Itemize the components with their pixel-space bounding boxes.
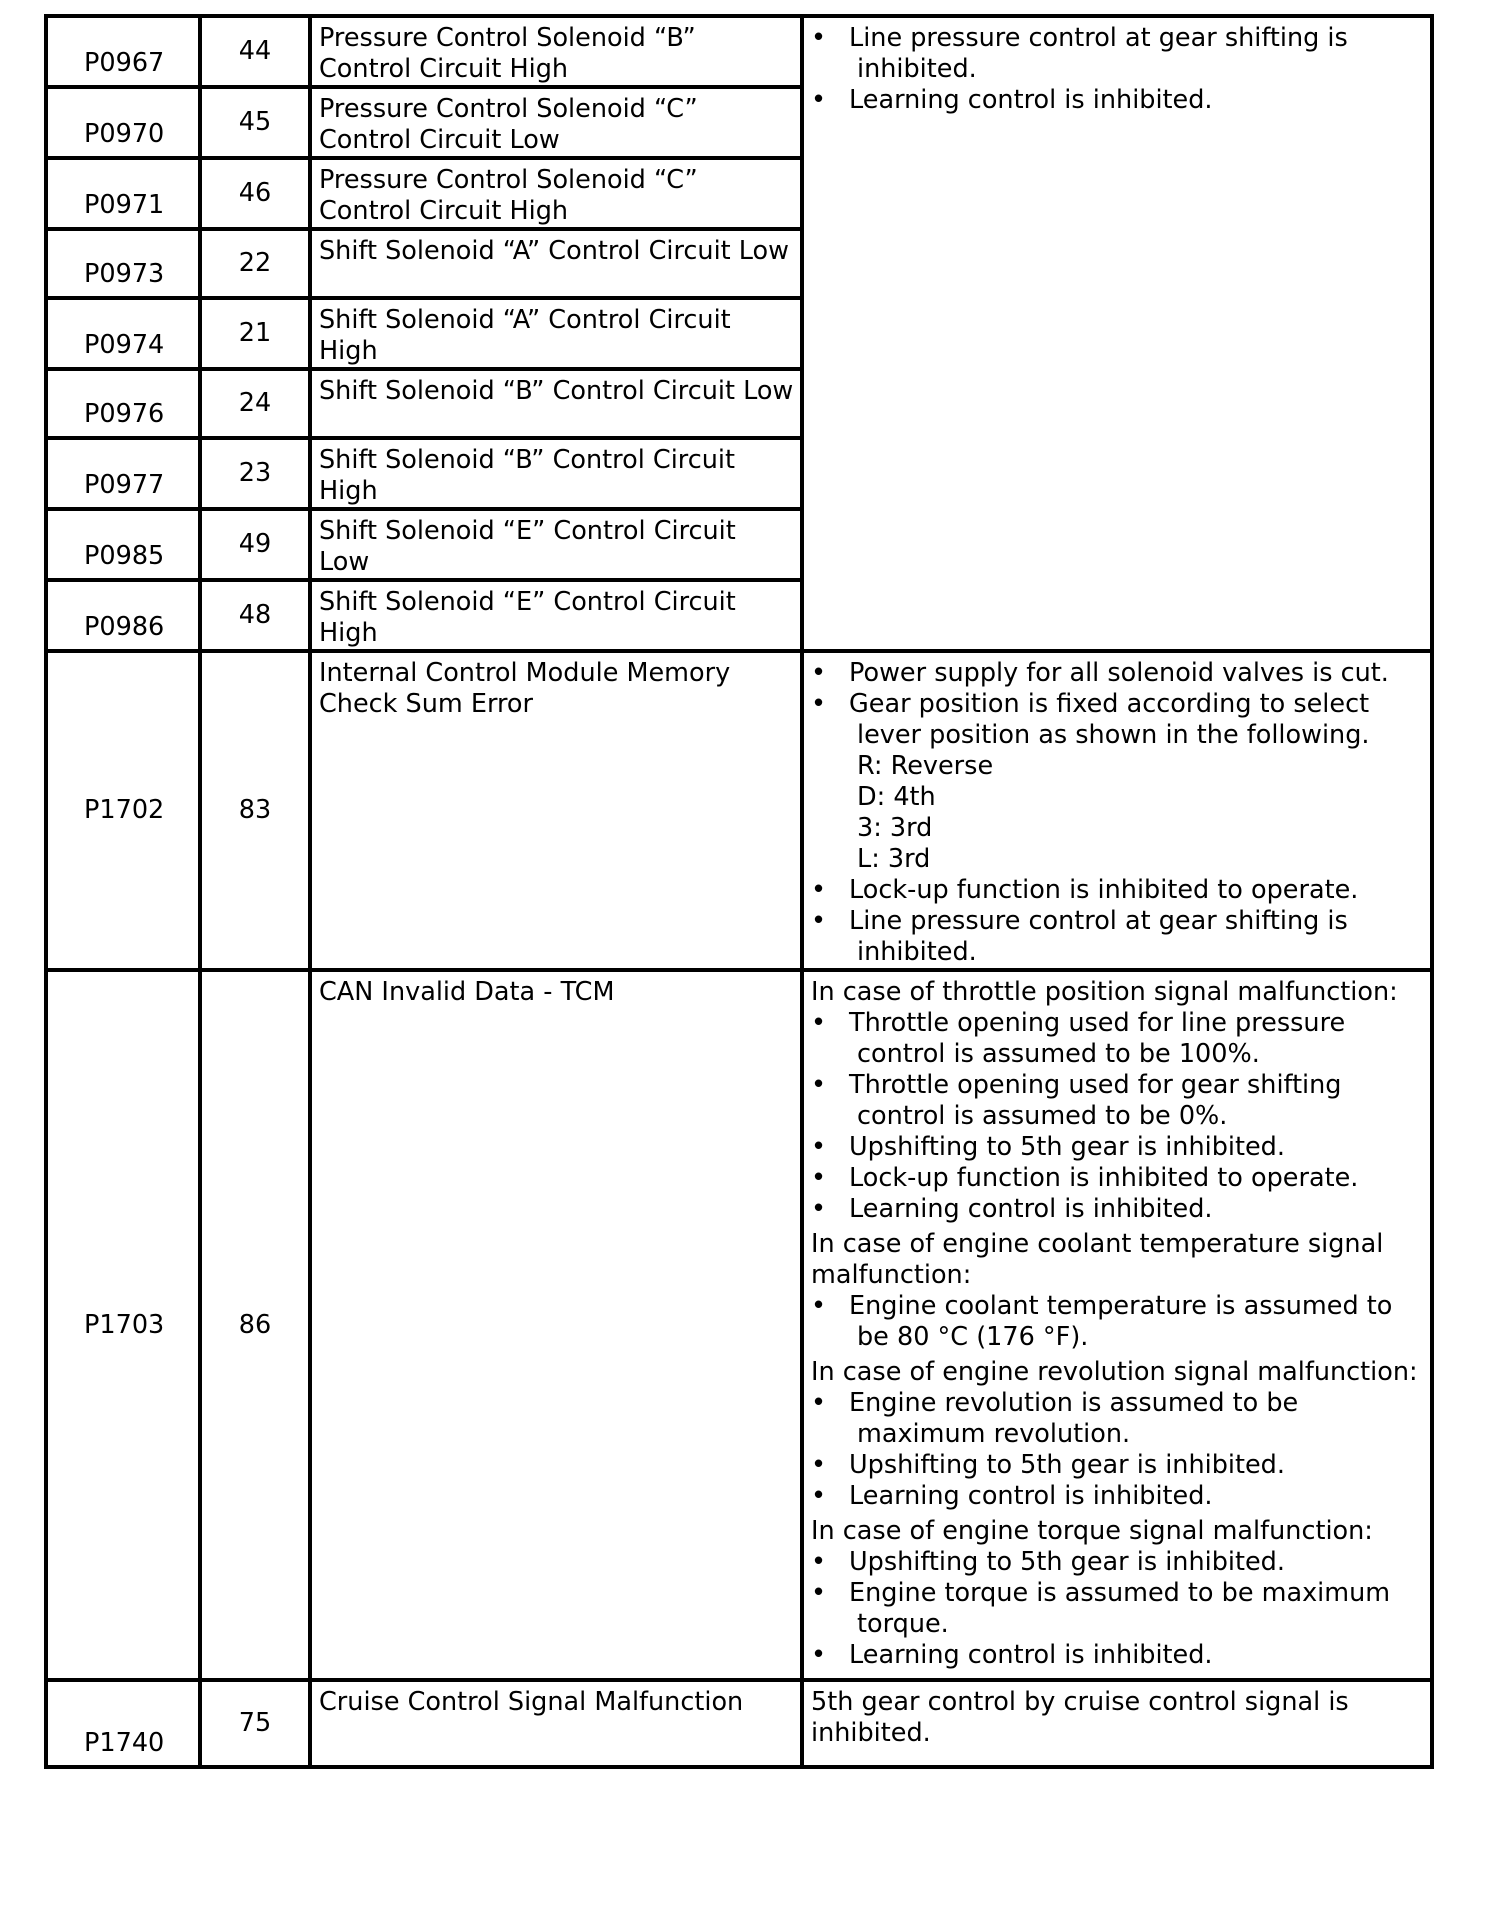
table-row — [46, 970, 1432, 1680]
dtc-code: P1740 — [46, 1680, 200, 1767]
dtc-number: 46 — [200, 158, 310, 229]
gear-position-line: D: 4th — [857, 782, 936, 812]
fail-safe-item: • Lock-up function is inhibited to operate. — [811, 875, 1430, 906]
dtc-description: Shift Solenoid “E” Control Circuit High — [310, 580, 802, 651]
fail-safe-item: • Upshifting to 5th gear is inhibited. — [811, 1450, 1430, 1481]
fail-safe-cell — [802, 970, 1432, 1680]
fail-safe-item: • Upshifting to 5th gear is inhibited. — [811, 1547, 1430, 1578]
fail-safe-item: • Engine torque is assumed to be maximum torque. — [811, 1578, 1430, 1640]
dtc-number: 44 — [200, 16, 310, 87]
dtc-description: Internal Control Module Memory Check Sum Error — [310, 651, 802, 970]
dtc-code: P0970 — [46, 87, 200, 158]
dtc-number: 45 — [200, 87, 310, 158]
section-heading: In case of throttle position signal malfunction: — [811, 977, 1398, 1007]
dtc-number: 24 — [200, 369, 310, 438]
dtc-code: P0985 — [46, 509, 200, 580]
section-heading: In case of engine coolant temperature signal malfunction: — [811, 1229, 1384, 1290]
table-row — [46, 16, 1432, 87]
dtc-code: P0973 — [46, 229, 200, 298]
dtc-number: 49 — [200, 509, 310, 580]
dtc-description: Shift Solenoid “B” Control Circuit High — [310, 438, 802, 509]
dtc-description: Shift Solenoid “B” Control Circuit Low — [310, 369, 802, 438]
dtc-description: Shift Solenoid “A” Control Circuit High — [310, 298, 802, 369]
fail-safe-item: • Learning control is inhibited. — [811, 1194, 1430, 1225]
dtc-code: P0967 — [46, 16, 200, 87]
dtc-number: 83 — [200, 651, 310, 970]
dtc-description: CAN Invalid Data - TCM — [310, 970, 802, 1680]
throttle-section — [811, 977, 1430, 1225]
table-row — [46, 651, 1432, 970]
dtc-description: Pressure Control Solenoid “C” Control Circuit High — [310, 158, 802, 229]
dtc-description: Pressure Control Solenoid “B” Control Circuit High — [310, 16, 802, 87]
dtc-number: 22 — [200, 229, 310, 298]
dtc-description: Shift Solenoid “E” Control Circuit Low — [310, 509, 802, 580]
dtc-fail-safe-table — [44, 14, 1434, 1769]
fail-safe-item: • Gear position is fixed according to select lever position as shown in the following. — [811, 689, 1430, 751]
section-heading: In case of engine revolution signal malfunction: — [811, 1357, 1418, 1387]
dtc-description: Shift Solenoid “A” Control Circuit Low — [310, 229, 802, 298]
gear-position-line: R: Reverse — [857, 751, 994, 781]
fail-safe-item: • Engine coolant temperature is assumed to be 80 °C (176 °F). — [811, 1291, 1430, 1353]
dtc-code: P0976 — [46, 369, 200, 438]
dtc-code: P0974 — [46, 298, 200, 369]
fail-safe-item: • Throttle opening used for line pressure control is assumed to be 100%. — [811, 1008, 1430, 1070]
gear-position-line: L: 3rd — [857, 844, 931, 874]
coolant-section — [811, 1229, 1430, 1353]
fail-safe-item: • Learning control is inhibited. — [811, 85, 1430, 116]
dtc-code: P0977 — [46, 438, 200, 509]
dtc-code: P1702 — [46, 651, 200, 970]
dtc-code: P0971 — [46, 158, 200, 229]
fail-safe-item: • Upshifting to 5th gear is inhibited. — [811, 1132, 1430, 1163]
dtc-description: Pressure Control Solenoid “C” Control Circuit Low — [310, 87, 802, 158]
dtc-number: 23 — [200, 438, 310, 509]
torque-section — [811, 1516, 1430, 1671]
fail-safe-item: • Engine revolution is assumed to be maximum revolution. — [811, 1388, 1430, 1450]
gear-position-line: 3: 3rd — [857, 813, 933, 843]
dtc-number: 48 — [200, 580, 310, 651]
fail-safe-cell — [802, 651, 1432, 970]
table-row — [46, 1680, 1432, 1767]
fail-safe-item: • Power supply for all solenoid valves is cut. — [811, 658, 1430, 689]
fail-safe-item: • Line pressure control at gear shifting is inhibited. — [811, 23, 1430, 85]
dtc-number: 21 — [200, 298, 310, 369]
section-heading: In case of engine torque signal malfunction: — [811, 1516, 1373, 1546]
fail-safe-item: • Line pressure control at gear shifting is inhibited. — [811, 906, 1430, 968]
dtc-number: 75 — [200, 1680, 310, 1767]
revolution-section — [811, 1357, 1430, 1512]
fail-safe-cell: 5th gear control by cruise control signal is inhibited. — [802, 1680, 1432, 1767]
fail-safe-item: • Learning control is inhibited. — [811, 1481, 1430, 1512]
dtc-code: P0986 — [46, 580, 200, 651]
fail-safe-item: • Throttle opening used for gear shifting control is assumed to be 0%. — [811, 1070, 1430, 1132]
dtc-description: Cruise Control Signal Malfunction — [310, 1680, 802, 1767]
fail-safe-item: • Lock-up function is inhibited to operate. — [811, 1163, 1430, 1194]
dtc-number: 86 — [200, 970, 310, 1680]
fail-safe-cell — [802, 16, 1432, 651]
dtc-code: P1703 — [46, 970, 200, 1680]
fail-safe-item: • Learning control is inhibited. — [811, 1640, 1430, 1671]
